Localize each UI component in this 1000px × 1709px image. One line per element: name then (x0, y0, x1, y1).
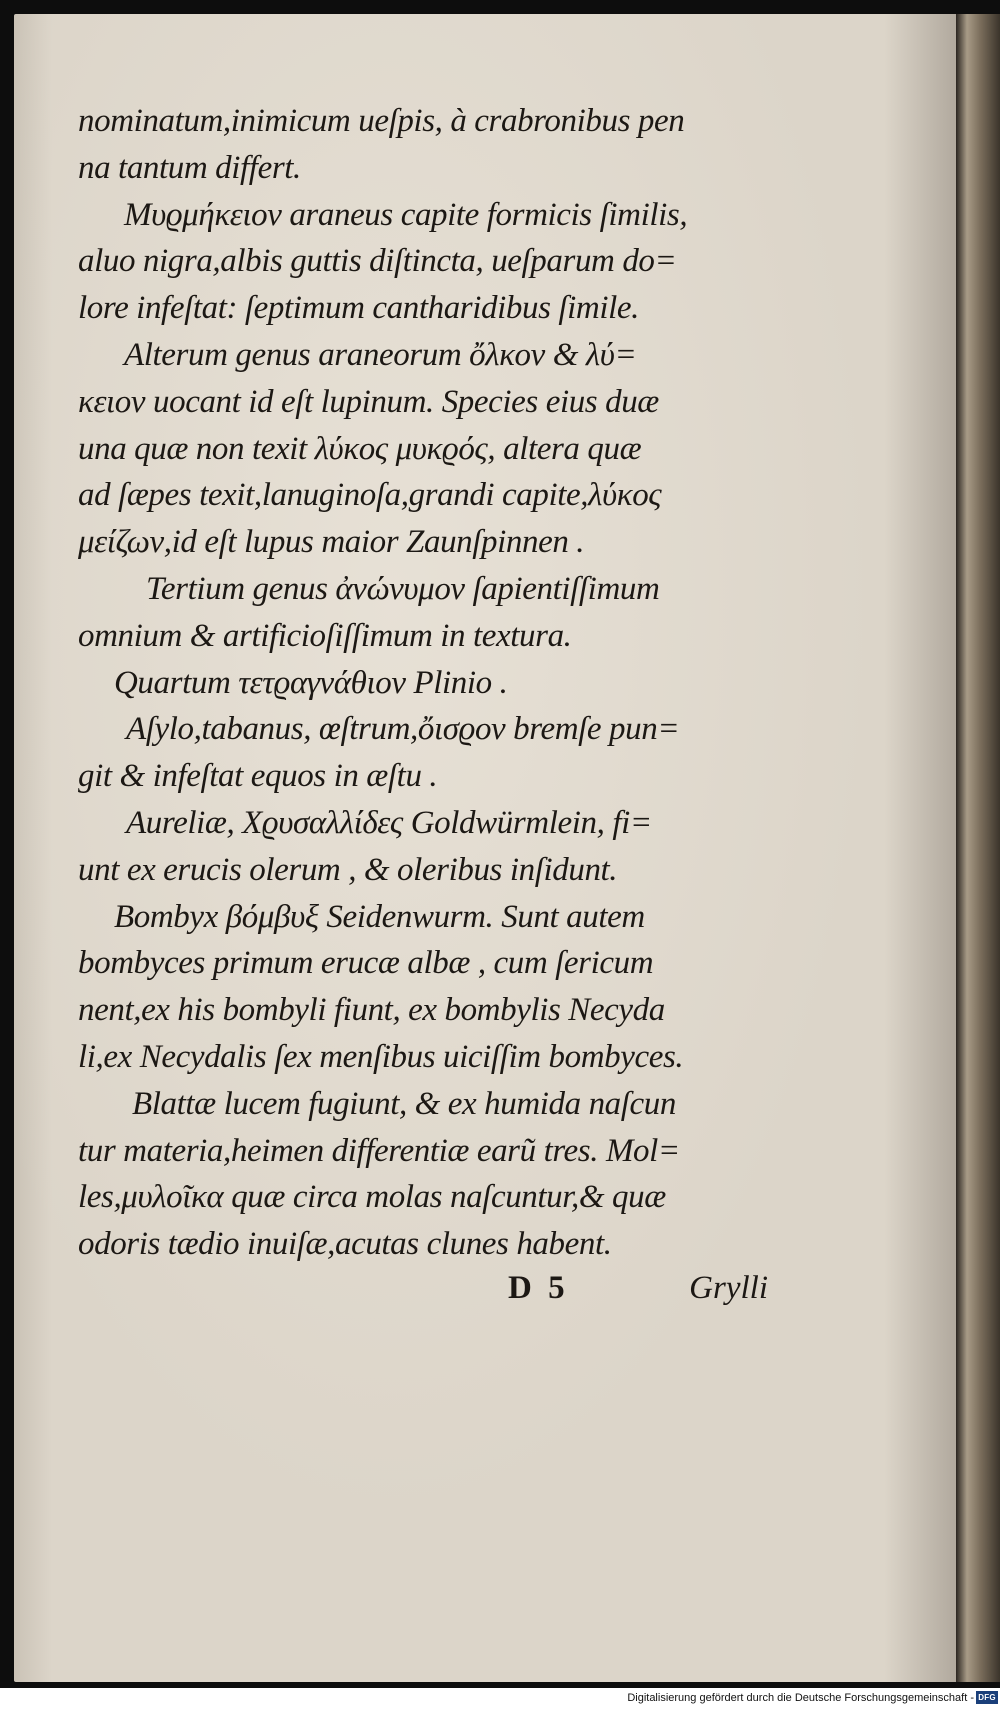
text-line: bombyces primum erucæ albæ , cum ſericum (78, 945, 654, 982)
text-line: κειον uocant id eſt lupinum. Species eius duæ (78, 383, 659, 420)
text-line: aluo nigra,albis guttis diſtincta, ueſparum do= (78, 243, 677, 280)
text-line: les,μυλοῖκα quæ circa molas naſcuntur,& quæ (78, 1179, 666, 1216)
book-binding-edge (956, 14, 1000, 1682)
text-line: li,ex Necydalis ſex menſibus uiciſſim bombyces. (78, 1038, 684, 1075)
text-line: una quæ non texit λύκος μυκϱός, altera quæ (78, 430, 642, 467)
text-line: Alterum genus araneorum ὄλκον & λύ= (124, 336, 637, 373)
text-line: nominatum,inimicum ueſpis, à crabronibus pen (78, 103, 685, 139)
text-line: tur materia,heimen differentiæ earũ tres. Mol= (78, 1132, 680, 1169)
text-line: Quartum τετϱαγνάθιον Plinio . (114, 664, 508, 701)
catchword: Grylli (689, 1270, 768, 1306)
text-line: unt ex erucis olerum , & oleribus inſidunt. (78, 851, 618, 888)
text-line: μείζων,id eſt lupus maior Zaunſpinnen . (78, 524, 585, 561)
text-line: Aſylo,tabanus, œſtrum,ὄισϱον bremſe pun= (126, 711, 680, 748)
text-line: Μυϱμήκειον araneus capite formicis ſimilis, (124, 196, 688, 233)
text-line: Blattæ lucem fugiunt, & ex humida naſcun (132, 1085, 677, 1122)
dfg-logo-icon: DFG (976, 1691, 998, 1704)
digitization-footer (0, 1688, 1000, 1709)
text-line: git & infeſtat equos in æſtu . (78, 758, 438, 795)
text-line: lore infeſtat: ſeptimum cantharidibus ſimile. (78, 290, 639, 327)
text-line: ad ſæpes texit,lanuginoſa,grandi capite,λύκος (78, 477, 662, 514)
page-text (78, 98, 768, 1268)
page-foot (78, 1270, 768, 1318)
text-line: odoris tædio inuiſæ,acutas clunes habent. (78, 1226, 612, 1263)
text-line: Bombyx βόμβυξ Seidenwurm. Sunt autem (114, 898, 645, 935)
text-line: Tertium genus ἀνώνυμον ſapientiſſimum (146, 570, 660, 607)
text-line: nent,ex his bombyli fiunt, ex bombylis Necyda (78, 992, 665, 1029)
text-line: omnium & artificioſiſſimum in textura. (78, 617, 572, 654)
text-line: na tantum differt. (78, 149, 301, 186)
signature-mark: D 5 (508, 1270, 569, 1306)
funding-credit: Digitalisierung gefördert durch die Deutsche Forschungsgemeinschaft - (627, 1692, 974, 1704)
text-line: Aureliæ, Χϱυσαλλίδες Goldwürmlein, fi= (126, 804, 652, 841)
